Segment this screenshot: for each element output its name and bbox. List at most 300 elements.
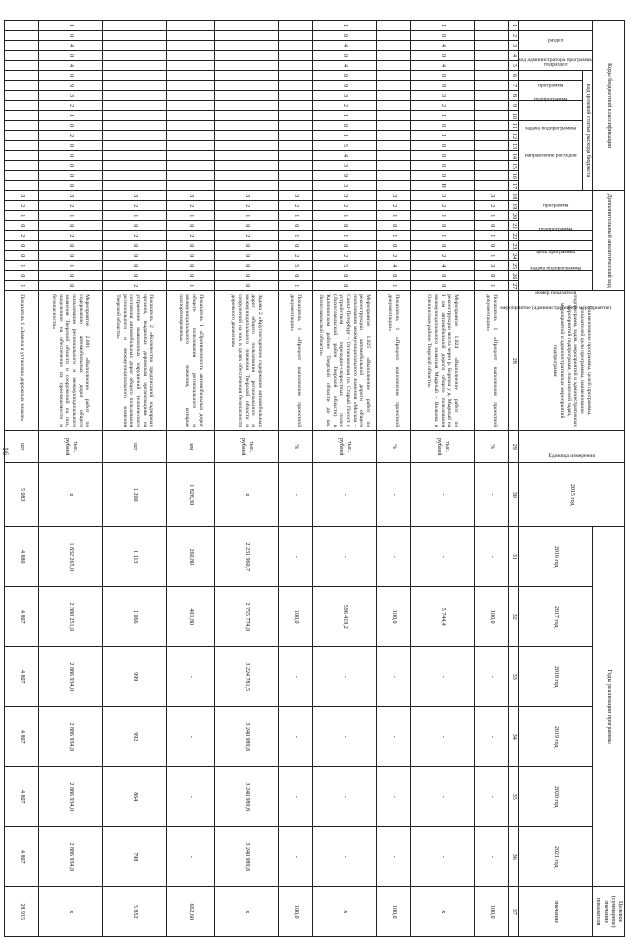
header-y2017: 2017 год: [519, 587, 593, 647]
budget-code-cell: [376, 51, 410, 61]
value-cell: 2 886 934,0: [38, 827, 102, 887]
table-row: [4, 21, 38, 937]
row-description: Мероприятие 1.025 «Выполнение работ по реконструкции автомобильной дороги общего пользования межмуниципального значения «Москва – Санкт-Петербург – Остановочная пл. Старый Погост с устройством переходно-скоростных полос (Лихославльский район Тверской области) в Калининском районе Тверской области до км. Лихославльской области»: [312, 291, 376, 431]
budget-code-cell: 0: [410, 161, 474, 171]
row-unit: тыс. рублей: [38, 431, 102, 463]
value-cell: -: [312, 707, 376, 767]
header-a-program: программа: [519, 191, 593, 211]
value-cell: 260,80: [166, 527, 214, 587]
value-cell: -: [166, 827, 214, 887]
budget-code-cell: [166, 151, 214, 161]
row-description: Мероприятие 2.001 «Выполнение работ по содержанию автомобильных дорог общего пользования регионального и межмуниципального значения Тверской области и сооружений на них, нацеленное на обеспечение их проезжаемости и безопасности»: [38, 291, 102, 431]
value-cell: -: [312, 463, 376, 527]
value-cell: -: [474, 707, 508, 767]
col-num: 2: [508, 31, 518, 41]
budget-code-cell: 1: [312, 111, 376, 121]
budget-code-cell: 9: [312, 81, 376, 91]
budget-code-cell: [4, 41, 38, 51]
budget-code-cell: [102, 121, 166, 131]
header-2015: 2015 год: [519, 463, 625, 527]
value-cell: -: [278, 707, 312, 767]
col-num: 19: [508, 201, 518, 211]
value-cell: 596 419,2: [312, 587, 376, 647]
analytic-code-cell: 1: [38, 261, 102, 271]
row-description: Мероприятие 1.024 «Выполнение работ по реконструкции моста через р. Березка у д. Мырный на I км автомобильной дороги общего пользования межмуниципального значения Мырный – Волкова в Оленинском районе Тверской области»: [410, 291, 474, 431]
value-cell: 1 832 265,0: [38, 527, 102, 587]
value-cell: 100,0: [278, 887, 312, 937]
col-num: 14: [508, 151, 518, 161]
budget-code-cell: [214, 81, 278, 91]
analytic-code-cell: 0: [376, 221, 410, 231]
col-num: 7: [508, 81, 518, 91]
budget-code-cell: [376, 81, 410, 91]
budget-code-cell: [102, 171, 166, 181]
value-cell: -: [166, 767, 214, 827]
analytic-code-cell: 0: [4, 271, 38, 281]
budget-code-cell: [278, 31, 312, 41]
value-cell: -: [410, 647, 474, 707]
analytic-code-cell: 0: [214, 221, 278, 231]
row-unit: шт: [4, 431, 38, 463]
header-years-impl: Годы реализации программы: [593, 527, 625, 887]
budget-code-cell: [474, 151, 508, 161]
budget-code-cell: [102, 151, 166, 161]
analytic-code-cell: 3: [38, 191, 102, 201]
value-cell: 2 755 774,0: [214, 587, 278, 647]
analytic-code-cell: 3: [166, 191, 214, 201]
budget-code-cell: [214, 61, 278, 71]
analytic-code-cell: 2: [166, 231, 214, 241]
budget-code-cell: [214, 161, 278, 171]
value-cell: 1 066: [102, 587, 166, 647]
budget-code-cell: 4: [312, 61, 376, 71]
value-cell: 4 807: [4, 587, 38, 647]
analytic-code-cell: 1: [474, 211, 508, 221]
table-row: [278, 21, 312, 937]
value-cell: 3 240 989,8: [214, 827, 278, 887]
col-num: 5: [508, 61, 518, 71]
analytic-code-cell: 0: [410, 281, 474, 291]
value-cell: 662,60: [166, 887, 214, 937]
budget-code-cell: [166, 61, 214, 71]
budget-code-cell: 0: [38, 71, 102, 81]
header-target-article: код целевой статьи расхода бюджета: [583, 71, 593, 191]
value-cell: -: [474, 527, 508, 587]
budget-code-cell: 1: [410, 21, 474, 31]
budget-code-cell: 1: [38, 111, 102, 121]
value-cell: 992: [102, 707, 166, 767]
col-num: 16: [508, 171, 518, 181]
budget-code-cell: [102, 21, 166, 31]
budget-code-cell: [278, 161, 312, 171]
analytic-code-cell: 0: [4, 221, 38, 231]
analytic-code-cell: 1: [166, 211, 214, 221]
budget-code-cell: [474, 101, 508, 111]
analytic-code-cell: 1: [278, 211, 312, 221]
value-cell: 2 886 934,0: [38, 767, 102, 827]
budget-code-cell: [4, 21, 38, 31]
budget-code-cell: 4: [410, 41, 474, 51]
header-a-subprogram: подпрограмма: [519, 211, 593, 231]
header-subprogram: подпрограмма: [519, 81, 583, 101]
budget-code-cell: [4, 131, 38, 141]
value-cell: 2 231 960,7: [214, 527, 278, 587]
header-a-task: задача подпрограммы: [519, 241, 593, 251]
header-task: задача подпрограммы: [519, 101, 583, 121]
col-num: 3: [508, 41, 518, 51]
budget-code-cell: [102, 111, 166, 121]
budget-code-cell: [278, 121, 312, 131]
budget-code-cell: [4, 91, 38, 101]
table-row: [38, 21, 102, 937]
row-unit: тыс. рублей: [312, 431, 376, 463]
budget-code-cell: [278, 61, 312, 71]
row-unit: %: [474, 431, 508, 463]
budget-code-cell: [278, 131, 312, 141]
analytic-code-cell: 0: [376, 271, 410, 281]
budget-code-cell: 0: [38, 161, 102, 171]
table-row: [214, 21, 278, 937]
analytic-code-cell: 0: [38, 221, 102, 231]
value-cell: -: [474, 463, 508, 527]
header-a-number: номер показателя: [519, 271, 593, 291]
analytic-code-cell: 2: [166, 201, 214, 211]
value-cell: -: [278, 463, 312, 527]
row-description: Показатель 1 «Замена и установка дорожных знаков»: [4, 291, 38, 431]
budget-code-cell: [102, 181, 166, 191]
budget-code-cell: [166, 101, 214, 111]
value-cell: -: [474, 647, 508, 707]
budget-code-cell: 4: [38, 41, 102, 51]
budget-code-cell: [4, 151, 38, 161]
budget-code-cell: [166, 161, 214, 171]
value-cell: -: [278, 647, 312, 707]
analytic-code-cell: 2: [4, 231, 38, 241]
analytic-code-cell: 0: [214, 281, 278, 291]
col-num: 30: [508, 463, 518, 527]
value-cell: 999: [102, 647, 166, 707]
budget-code-cell: [376, 41, 410, 51]
value-cell: 3 224 781,5: [214, 647, 278, 707]
program-table: [4, 20, 625, 937]
budget-code-cell: [474, 91, 508, 101]
col-num: 36: [508, 827, 518, 887]
budget-code-cell: [4, 181, 38, 191]
budget-code-cell: [278, 51, 312, 61]
analytic-code-cell: 3: [278, 191, 312, 201]
table-row: [376, 21, 410, 937]
col-num: 4: [508, 51, 518, 61]
budget-code-cell: [474, 181, 508, 191]
budget-code-cell: 0: [38, 151, 102, 161]
budget-code-cell: 0: [410, 71, 474, 81]
value-cell: -: [278, 767, 312, 827]
analytic-code-cell: 3: [474, 261, 508, 271]
analytic-code-cell: 0: [166, 251, 214, 261]
analytic-code-cell: 0: [376, 241, 410, 251]
budget-code-cell: [214, 21, 278, 31]
budget-code-cell: 0: [410, 51, 474, 61]
analytic-code-cell: 0: [278, 241, 312, 251]
analytic-code-cell: 0: [312, 241, 376, 251]
row-unit: тыс. рублей: [214, 431, 278, 463]
budget-code-cell: 0: [410, 171, 474, 181]
budget-code-cell: [166, 81, 214, 91]
budget-code-cell: 3: [38, 91, 102, 101]
header-section: раздел: [519, 31, 593, 51]
budget-code-cell: [214, 111, 278, 121]
header-target: Целевое (суммарное) значение показателя: [593, 887, 625, 937]
analytic-code-cell: 0: [312, 281, 376, 291]
table-body: [4, 21, 508, 937]
value-cell: -: [166, 707, 214, 767]
value-cell: -: [376, 527, 410, 587]
analytic-code-cell: 0: [410, 221, 474, 231]
rotated-document-page: [18, 20, 625, 928]
budget-code-cell: [278, 141, 312, 151]
budget-code-cell: [4, 111, 38, 121]
header-value: значение: [519, 887, 593, 937]
budget-code-cell: [4, 71, 38, 81]
header-unit: Единица измерения: [519, 431, 625, 463]
analytic-code-cell: 3: [102, 191, 166, 201]
value-cell: х: [38, 463, 102, 527]
value-cell: 1 113: [102, 527, 166, 587]
budget-code-cell: [214, 101, 278, 111]
header-y2018: 2018 год: [519, 647, 593, 707]
budget-code-cell: [102, 91, 166, 101]
value-cell: 4 807: [4, 707, 38, 767]
analytic-code-cell: 0: [410, 271, 474, 281]
budget-code-cell: [102, 51, 166, 61]
value-cell: 100,0: [474, 887, 508, 937]
budget-code-cell: 2: [38, 131, 102, 141]
analytic-code-cell: 0: [214, 271, 278, 281]
budget-code-cell: [102, 81, 166, 91]
row-unit: %: [376, 431, 410, 463]
analytic-code-cell: 0: [474, 271, 508, 281]
col-num: 25: [508, 261, 518, 271]
row-description: Показатель 2 «Количество предписаний надзорных органов, выданных дорожным организациям на устранение выявленных нарушений технического состояния автомобильных дорог общего пользования регионального и межмуниципального значения Тверской области»: [102, 291, 166, 431]
analytic-code-cell: 5: [312, 261, 376, 271]
header-y2020: 2020 год: [519, 767, 593, 827]
analytic-code-cell: 5: [278, 261, 312, 271]
budget-code-cell: 0: [38, 141, 102, 151]
analytic-code-cell: 1: [166, 281, 214, 291]
col-num: 9: [508, 101, 518, 111]
col-num: 37: [508, 887, 518, 937]
budget-code-cell: [278, 91, 312, 101]
value-cell: 2 380 251,0: [38, 587, 102, 647]
value-cell: 2 886 934,0: [38, 647, 102, 707]
analytic-code-cell: 2: [38, 231, 102, 241]
table-row: [312, 21, 376, 937]
budget-code-cell: [376, 131, 410, 141]
analytic-code-cell: 3: [312, 191, 376, 201]
budget-code-cell: [166, 91, 214, 101]
analytic-code-cell: 2: [474, 201, 508, 211]
col-num: 32: [508, 587, 518, 647]
budget-code-cell: [4, 61, 38, 71]
analytic-code-cell: 3: [4, 191, 38, 201]
budget-code-cell: 3: [312, 161, 376, 171]
col-num: 10: [508, 111, 518, 121]
table-row: [166, 21, 214, 937]
budget-code-cell: [278, 81, 312, 91]
budget-code-cell: 3: [410, 91, 474, 101]
budget-code-cell: [214, 121, 278, 131]
budget-code-cell: [214, 41, 278, 51]
value-cell: -: [410, 527, 474, 587]
analytic-code-cell: 0: [166, 221, 214, 231]
budget-code-cell: [376, 171, 410, 181]
value-cell: 100,0: [474, 587, 508, 647]
analytic-code-cell: 1: [102, 211, 166, 221]
budget-code-cell: 0: [38, 171, 102, 181]
budget-code-cell: 1: [410, 131, 474, 141]
col-num: 8: [508, 91, 518, 101]
header-admin: код администратора программы: [519, 21, 593, 31]
value-cell: 4 807: [4, 827, 38, 887]
budget-code-cell: [474, 71, 508, 81]
budget-code-cell: [278, 71, 312, 81]
col-num: 27: [508, 281, 518, 291]
budget-code-cell: [474, 31, 508, 41]
budget-code-cell: 2: [38, 101, 102, 111]
analytic-code-cell: 2: [214, 231, 278, 241]
budget-code-cell: 0: [410, 31, 474, 41]
header-a-goal: цель программы: [519, 231, 593, 241]
value-cell: 28 915: [4, 887, 38, 937]
budget-code-cell: [474, 131, 508, 141]
budget-code-cell: [102, 141, 166, 151]
analytic-code-cell: 1: [4, 211, 38, 221]
budget-code-cell: 1: [312, 131, 376, 141]
budget-code-cell: 0: [312, 71, 376, 81]
budget-code-cell: Н: [410, 181, 474, 191]
analytic-code-cell: 0: [214, 251, 278, 261]
budget-code-cell: [474, 171, 508, 181]
analytic-code-cell: 3: [376, 191, 410, 201]
budget-code-cell: [102, 31, 166, 41]
value-cell: 5 852: [102, 887, 166, 937]
col-num: 11: [508, 121, 518, 131]
value-cell: 100,0: [376, 887, 410, 937]
budget-code-cell: [376, 161, 410, 171]
budget-code-cell: 4: [38, 61, 102, 71]
budget-code-cell: [4, 51, 38, 61]
analytic-code-cell: 0: [166, 241, 214, 251]
col-num: 35: [508, 767, 518, 827]
analytic-code-cell: 2: [278, 251, 312, 261]
analytic-code-cell: 0: [474, 241, 508, 251]
value-cell: х: [214, 887, 278, 937]
row-description: Показатель 1 «Процент выполнения проектной документации»: [376, 291, 410, 431]
budget-code-cell: [278, 171, 312, 181]
budget-code-cell: [376, 71, 410, 81]
value-cell: -: [312, 647, 376, 707]
column-number-row: [508, 21, 518, 937]
value-cell: -: [410, 707, 474, 767]
analytic-code-cell: 2: [278, 201, 312, 211]
budget-code-cell: 0: [312, 121, 376, 131]
budget-code-cell: [278, 111, 312, 121]
budget-code-cell: [376, 101, 410, 111]
analytic-code-cell: 2: [4, 201, 38, 211]
analytic-code-cell: 2: [312, 251, 376, 261]
budget-code-cell: [102, 61, 166, 71]
analytic-code-cell: 3: [474, 191, 508, 201]
analytic-code-cell: 1: [376, 211, 410, 221]
budget-code-cell: [166, 21, 214, 31]
analytic-code-cell: 1: [278, 231, 312, 241]
budget-code-cell: 0: [312, 31, 376, 41]
row-description: Показатель 1 «Протяженность автомобильных дорог общего пользования регионального и межмуниципального значения, которые паспортизированы»: [166, 291, 214, 431]
budget-code-cell: [214, 91, 278, 101]
budget-code-cell: [4, 121, 38, 131]
budget-code-cell: 2: [312, 101, 376, 111]
value-cell: х: [410, 887, 474, 937]
value-cell: 798: [102, 827, 166, 887]
value-cell: -: [376, 827, 410, 887]
col-num: 22: [508, 231, 518, 241]
budget-code-cell: [214, 151, 278, 161]
col-num: 24: [508, 251, 518, 261]
budget-code-cell: 1: [38, 21, 102, 31]
col-num: 26: [508, 271, 518, 281]
analytic-code-cell: 0: [38, 271, 102, 281]
budget-code-cell: [474, 111, 508, 121]
analytic-code-cell: 1: [214, 211, 278, 221]
row-unit: км: [166, 431, 214, 463]
analytic-code-cell: 0: [38, 251, 102, 261]
value-cell: 864: [102, 767, 166, 827]
header-budget-codes: Коды бюджетной классификации: [593, 21, 625, 191]
analytic-code-cell: 2: [38, 201, 102, 211]
budget-code-cell: [102, 41, 166, 51]
analytic-code-cell: 0: [410, 241, 474, 251]
header-subsection: подраздел: [519, 51, 593, 71]
budget-code-cell: [376, 21, 410, 31]
analytic-code-cell: 2: [376, 201, 410, 211]
row-description: Задача 2 «Круглогодичное содержание автомобильных дорог общего пользования регионального и межмуниципального значения Тверской области и сооружений на них в целях обеспечения безопасности дорожного движения»: [214, 291, 278, 431]
analytic-code-cell: 1: [474, 231, 508, 241]
budget-code-cell: [102, 101, 166, 111]
header-activity-direction: направление расходов: [519, 121, 583, 191]
budget-code-cell: [376, 91, 410, 101]
budget-code-cell: 0: [410, 141, 474, 151]
table-row: [102, 21, 166, 937]
row-description: Показатель 1 «Процент выполнения проектной документации»: [278, 291, 312, 431]
analytic-code-cell: 0: [4, 241, 38, 251]
col-num: 13: [508, 141, 518, 151]
value-cell: -: [312, 767, 376, 827]
analytic-code-cell: 1: [474, 281, 508, 291]
header-y2016: 2016 год: [519, 527, 593, 587]
col-num: 6: [508, 71, 518, 81]
analytic-code-cell: 0: [38, 281, 102, 291]
analytic-code-cell: 0: [166, 261, 214, 271]
analytic-code-cell: 1: [410, 211, 474, 221]
table-row: [410, 21, 474, 937]
analytic-code-cell: 1: [4, 281, 38, 291]
analytic-code-cell: 2: [102, 201, 166, 211]
budget-code-cell: 1: [312, 21, 376, 31]
budget-code-cell: 5: [312, 141, 376, 151]
budget-code-cell: [102, 131, 166, 141]
budget-code-cell: [376, 31, 410, 41]
analytic-code-cell: 0: [214, 261, 278, 271]
